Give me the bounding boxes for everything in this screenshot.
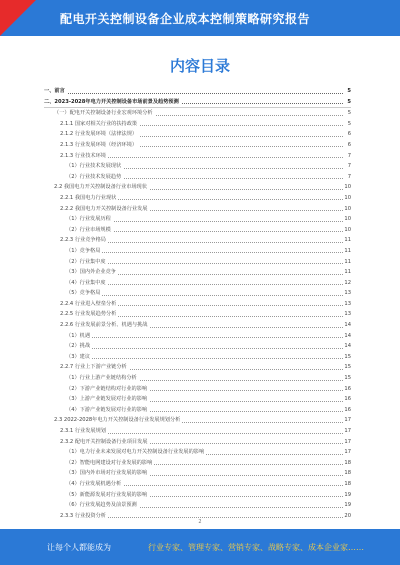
toc-entry[interactable] <box>44 278 351 289</box>
toc-entry-page: 17 <box>343 447 351 458</box>
toc-entry-text: （1）竞争格局 <box>66 246 102 257</box>
toc-entry[interactable] <box>44 129 351 140</box>
toc-entry[interactable] <box>44 447 351 458</box>
toc-entry-page: 17 <box>343 426 351 437</box>
page-footer <box>0 529 400 565</box>
toc-entry-text: 2.2.5 行业发展趋势分析 <box>60 309 118 320</box>
toc-entry-text: （4）行业集中度 <box>66 278 108 289</box>
toc-entry-text: 2.2.4 行业进入壁垒分析 <box>60 299 118 310</box>
report-title: 配电开关控制设备企业成本控制策略研究报告 <box>60 12 311 26</box>
toc-entry-page: 18 <box>343 458 351 469</box>
page-header <box>0 0 400 36</box>
toc-entry-page: 5 <box>346 97 351 108</box>
toc-entry[interactable] <box>44 204 351 215</box>
toc-leader-dots <box>66 358 343 359</box>
toc-entry-text: （2）挑战 <box>66 341 92 352</box>
toc-entry-text: 一、前言 <box>44 86 67 97</box>
toc-entry[interactable] <box>44 246 351 257</box>
toc-entry-text: （4）下游产业链发展对行业的影响 <box>66 405 149 416</box>
toc-entry[interactable] <box>44 458 351 469</box>
toc-entry-text: （1）电力行业未来发展对电力开关控制设备行业发展的影响 <box>66 447 206 458</box>
toc-entry-text: （3）上游产业链发展对行业的影响 <box>66 394 149 405</box>
toc-entry-text: （2）行业技术发展趋势 <box>66 172 123 183</box>
toc-entry-text: （1）行业发展历程 <box>66 214 113 225</box>
toc-entry-text: 2.1.3 行业技术环境 <box>60 151 108 162</box>
toc-entry[interactable] <box>44 405 351 416</box>
toc-entry-text: 2.1.3 行业发展环境（经济环境） <box>60 140 139 151</box>
toc-entry-page: 11 <box>343 257 351 268</box>
toc-entry[interactable] <box>44 140 351 151</box>
toc-entry-page: 10 <box>343 182 351 193</box>
toc-entry-page: 18 <box>343 479 351 490</box>
toc-entry-text: （3）国内外企业竞争 <box>66 267 118 278</box>
toc-entry[interactable] <box>44 97 351 108</box>
toc-entry-page: 15 <box>343 362 351 373</box>
toc-entry-text: 2.2.7 行业上下游产业链分析 <box>60 362 129 373</box>
toc-entry-page: 13 <box>343 288 351 299</box>
toc-entry-page: 7 <box>347 172 351 183</box>
toc-entry-text: （2）下游产业链结构对行业的影响 <box>66 384 149 395</box>
toc-entry-text: 2.2.2 我国电力开关控制设备行业发展 <box>60 204 149 215</box>
toc-entry-page: 12 <box>343 278 351 289</box>
toc-entry-page: 6 <box>347 129 351 140</box>
toc-entry[interactable] <box>44 384 351 395</box>
toc-entry-page: 10 <box>343 214 351 225</box>
toc-entry-page: 11 <box>343 235 351 246</box>
toc-entry[interactable] <box>44 225 351 236</box>
toc-entry-page: 10 <box>343 204 351 215</box>
header-corner-accent <box>0 0 36 36</box>
toc-entry-page: 13 <box>343 299 351 310</box>
toc-entry-text: 2.2.6 行业发展前景分析、机遇与挑战 <box>60 320 149 331</box>
toc-entry-text: （1）行业技术发展现状 <box>66 161 123 172</box>
toc-entry-page: 5 <box>346 86 351 97</box>
toc-entry-page: 7 <box>347 151 351 162</box>
toc-entry-page: 10 <box>343 225 351 236</box>
footer-tags: 行业专家、管理专家、营销专家、战略专家、成本企业家…… <box>148 543 364 552</box>
toc-entry-page: 15 <box>343 352 351 363</box>
toc-entry[interactable] <box>44 415 351 426</box>
toc-entry-text: （1）机遇 <box>66 331 92 342</box>
toc-entry[interactable] <box>44 362 351 373</box>
toc-entry[interactable] <box>44 437 351 448</box>
toc-entry-page: 6 <box>347 140 351 151</box>
toc-entry-page: 18 <box>343 468 351 479</box>
toc-leader-dots <box>66 252 343 253</box>
toc-entry-page: 11 <box>343 246 351 257</box>
toc-entry-text: 2.3.3 行业投资分析 <box>60 511 108 522</box>
toc-entry-text: （3）国内外市场对行业发展的影响 <box>66 468 149 479</box>
toc-entry[interactable] <box>44 86 351 97</box>
toc-entry[interactable] <box>44 341 351 352</box>
toc-entry-page: 13 <box>343 309 351 320</box>
toc-leader-dots <box>66 348 343 349</box>
toc-entry[interactable] <box>44 214 351 225</box>
toc-entry-text: （2）智能电网建设对行业发展的影响 <box>66 458 154 469</box>
toc-entry-text: 2.1.1 国家对相关行业的扶持政策 <box>60 119 139 130</box>
toc-entry-text: （2）行业市场规模 <box>66 225 113 236</box>
toc-entry-text: （4）行业发展机遇分析 <box>66 479 123 490</box>
toc-entry[interactable] <box>44 490 351 501</box>
toc-entry[interactable] <box>44 320 351 331</box>
toc-entry-page: 11 <box>343 267 351 278</box>
toc-entry-text: 2.3.2 配电开关控制设备行业项目发展 <box>60 437 149 448</box>
toc-entry-text: （5）新能源发展对行业发展的影响 <box>66 490 149 501</box>
footer-slogan: 让每个人都能成为 <box>47 543 111 552</box>
toc-heading: 内容目录 <box>169 57 230 75</box>
toc-entry-page: 14 <box>343 341 351 352</box>
toc-entry-text: （6）行业发展趋势及前景预测 <box>66 500 139 511</box>
toc-entry-text: （2）行业集中度 <box>66 257 108 268</box>
toc-entry[interactable] <box>44 151 351 162</box>
toc-leader-dots <box>66 295 343 296</box>
toc-entry[interactable] <box>44 394 351 405</box>
toc-entry[interactable] <box>44 468 351 479</box>
toc-entry[interactable] <box>44 193 351 204</box>
toc-entry-page: 19 <box>343 500 351 511</box>
toc-entry-text: 2.3.1 行业发展规划 <box>60 426 108 437</box>
toc-entry-page: 5 <box>347 108 351 119</box>
toc-entry[interactable] <box>44 161 351 172</box>
toc-entry-page: 14 <box>343 331 351 342</box>
toc-entry-page: 20 <box>343 511 351 522</box>
toc-entry[interactable] <box>44 108 351 119</box>
toc-entry-text: （1）行业上游产业链结构分析 <box>66 373 139 384</box>
toc-entry-text: 二、2023-2028年电力开关控制设备市场前景及趋势预测 <box>44 97 181 108</box>
toc-entry[interactable] <box>44 267 351 278</box>
toc-entry[interactable] <box>44 172 351 183</box>
toc-entry[interactable] <box>44 426 351 437</box>
toc-entry[interactable] <box>44 500 351 511</box>
toc-entry-text: 2.2 我国电力开关控制设备行业市场现状 <box>54 182 149 193</box>
toc-entry-text: （3）建议 <box>66 352 92 363</box>
toc-entry[interactable] <box>44 235 351 246</box>
page-number: 2 <box>198 519 202 525</box>
toc-entry[interactable] <box>44 288 351 299</box>
toc-entry-text: 2.1.2 行业发展环境（法律法规） <box>60 129 139 140</box>
toc-entry[interactable] <box>44 373 351 384</box>
toc-entry-page: 16 <box>343 394 351 405</box>
toc-entry-page: 17 <box>343 437 351 448</box>
toc-entry-page: 10 <box>343 193 351 204</box>
toc-entry-page: 15 <box>343 373 351 384</box>
toc-entry[interactable] <box>44 257 351 268</box>
toc-entry[interactable] <box>44 299 351 310</box>
toc-entry-page: 7 <box>347 161 351 172</box>
toc-entry-page: 16 <box>343 384 351 395</box>
toc-entry-page: 5 <box>347 119 351 130</box>
table-of-contents <box>44 86 351 521</box>
toc-entry[interactable] <box>44 119 351 130</box>
toc-entry[interactable] <box>44 182 351 193</box>
toc-entry-page: 19 <box>343 490 351 501</box>
toc-entry[interactable] <box>44 352 351 363</box>
toc-entry-page: 17 <box>343 415 351 426</box>
toc-entry-text: （5）竞争格局 <box>66 288 102 299</box>
toc-entry-text: （一）配电开关控制设备行业宏观环境分析 <box>54 108 155 119</box>
toc-entry-text: 2.2.3 行业竞争格局 <box>60 235 108 246</box>
toc-entry[interactable] <box>44 331 351 342</box>
toc-leader-dots <box>66 337 343 338</box>
toc-entry-page: 16 <box>343 405 351 416</box>
toc-leader-dots <box>44 93 343 94</box>
toc-entry[interactable] <box>44 479 351 490</box>
toc-entry-text: 2.3 2022-2028年电力开关控制设备行业发展规划分析 <box>54 415 182 426</box>
toc-entry[interactable] <box>44 309 351 320</box>
toc-entry-text: 2.2.1 我国电力行业现状 <box>60 193 118 204</box>
toc-entry-page: 14 <box>343 320 351 331</box>
